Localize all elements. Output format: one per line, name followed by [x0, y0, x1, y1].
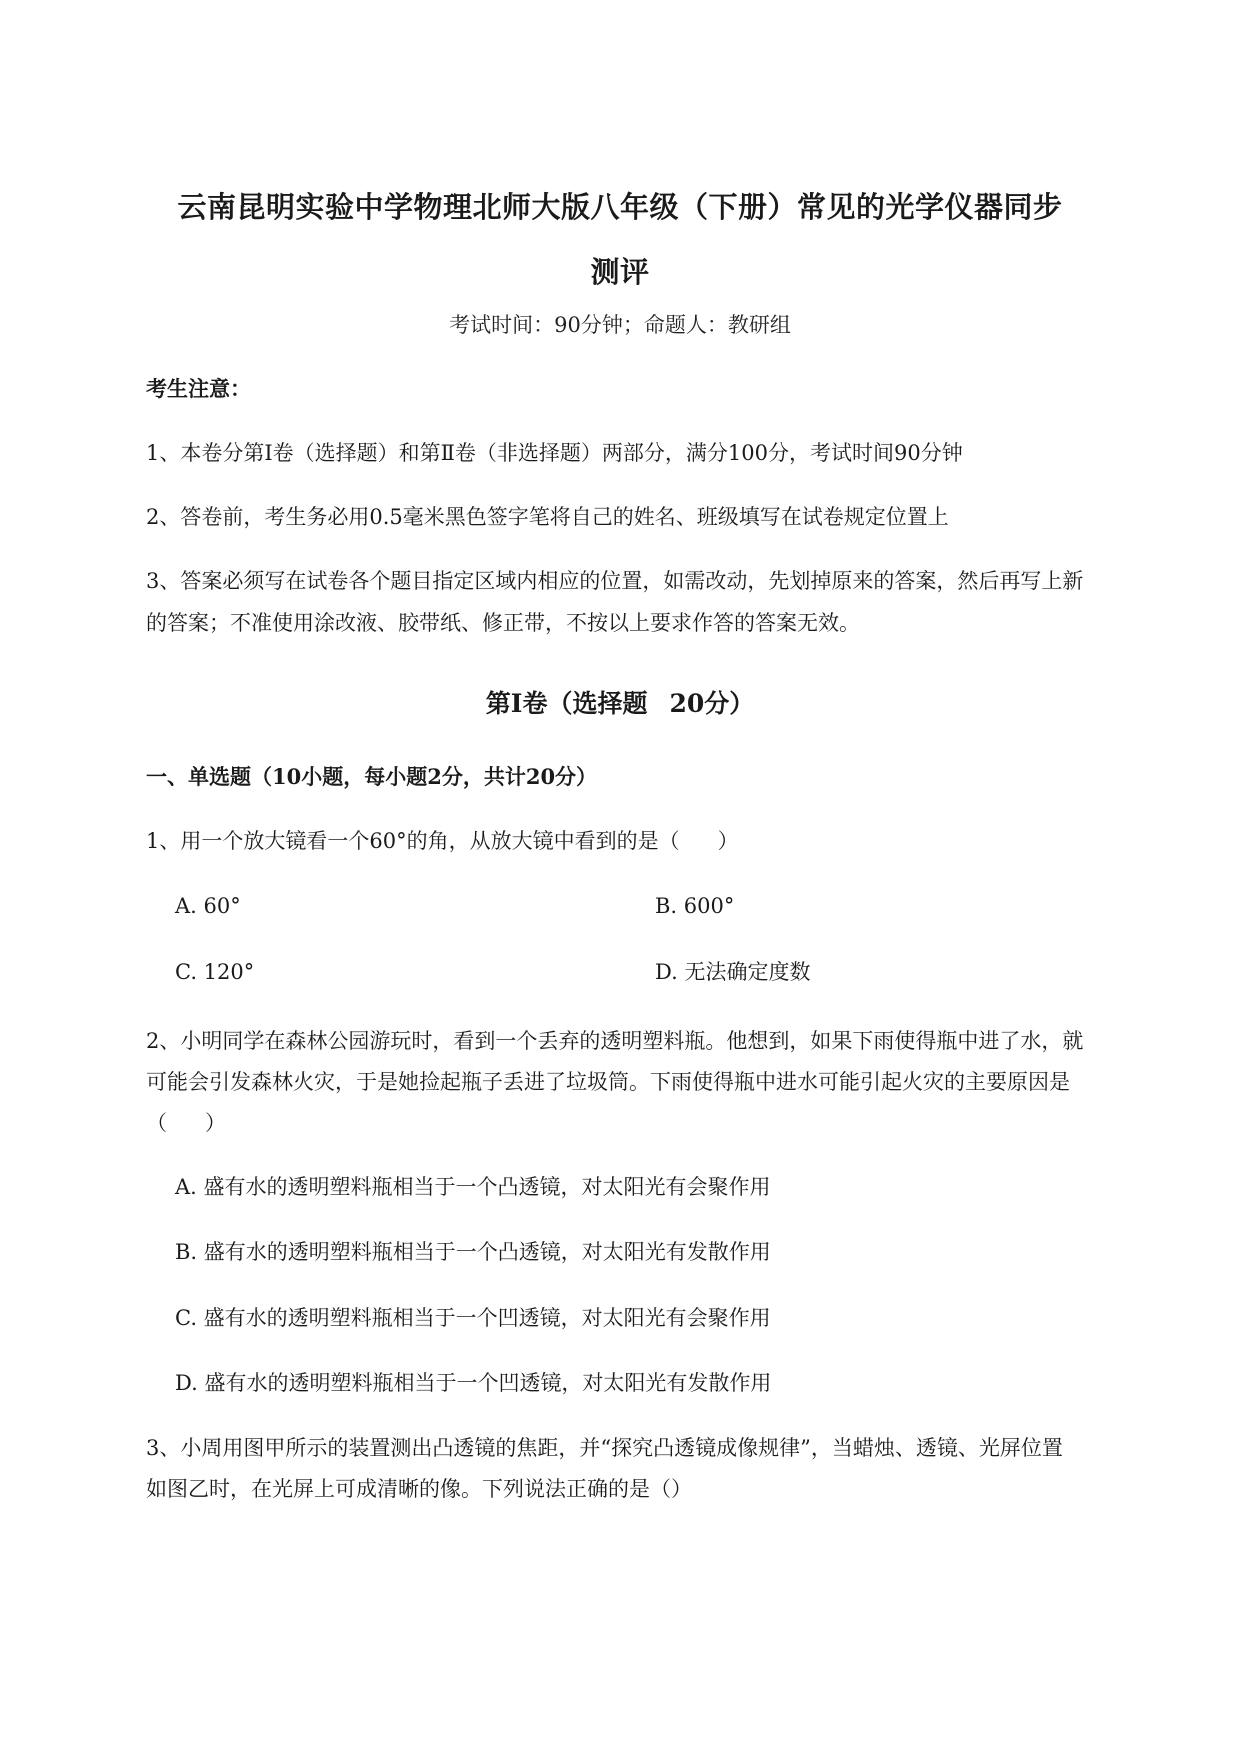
exam-title-line1: 云南昆明实验中学物理北师大版八年级（下册）常见的光学仪器同步	[177, 190, 1063, 224]
notice-item-3: 3、答案必须写在试卷各个题目指定区域内相应的位置，如需改动，先划掉原来的答案，然后再写上新	[146, 569, 1084, 593]
question-3-stem-line2: 如图乙时，在光屏上可成清晰的像。下列说法正确的是（）	[146, 1477, 692, 1501]
question-2-stem-line2: 可能会引发森林火灾，于是她捡起瓶子丢进了垃圾筒。下雨使得瓶中进水可能引起火灾的主要原因是	[146, 1070, 1070, 1094]
notice-item-3-cont: 的答案；不准使用涂改液、胶带纸、修正带，不按以上要求作答的答案无效。	[146, 611, 860, 635]
question-2-option-a: A. 盛有水的透明塑料瓶相当于一个凸透镜，对太阳光有会聚作用	[175, 1175, 771, 1199]
notice-item-1: 1、本卷分第Ⅰ卷（选择题）和第Ⅱ卷（非选择题）两部分，满分100分，考试时间90分钟	[146, 441, 963, 465]
section-title-part-b: 20分）	[669, 689, 755, 718]
section-title-part-a: 第Ⅰ卷（选择题	[485, 689, 648, 718]
notice-heading: 考生注意：	[146, 376, 251, 401]
question-1-stem-close: ）	[717, 829, 739, 853]
question-2-option-d: D. 盛有水的透明塑料瓶相当于一个凹透镜，对太阳光有发散作用	[175, 1371, 772, 1395]
question-2-paren-close: ）	[205, 1111, 226, 1135]
question-2-stem-line1: 2、小明同学在森林公园游玩时，看到一个丢弃的透明塑料瓶。他想到，如果下雨使得瓶中进了水，就	[146, 1029, 1084, 1053]
question-1-option-b: B. 600°	[655, 894, 735, 918]
question-1-option-d: D. 无法确定度数	[655, 960, 811, 984]
notice-item-2: 2、答卷前，考生务必用0.5毫米黑色签字笔将自己的姓名、班级填写在试卷规定位置上	[146, 505, 949, 529]
exam-title-line2: 测评	[590, 255, 650, 289]
question-1-stem-text: 1、用一个放大镜看一个60°的角，从放大镜中看到的是（	[146, 829, 680, 853]
exam-meta: 考试时间：90分钟；命题人：教研组	[449, 313, 791, 337]
question-1-option-c: C. 120°	[175, 960, 255, 984]
question-1-option-a: A. 60°	[175, 894, 241, 918]
section-title	[140, 686, 1100, 722]
question-2-option-c: C. 盛有水的透明塑料瓶相当于一个凹透镜，对太阳光有会聚作用	[175, 1306, 771, 1330]
question-2-paren-open: （	[146, 1111, 167, 1135]
part-heading: 一、单选题（10小题，每小题2分，共计20分）	[146, 764, 598, 789]
question-1-stem	[146, 826, 739, 856]
question-2-stem-line3	[146, 1108, 226, 1138]
question-3-stem-line1: 3、小周用图甲所示的装置测出凸透镜的焦距，并“探究凸透镜成像规律”，当蜡烛、透镜、光屏位置	[146, 1436, 1063, 1460]
question-2-option-b: B. 盛有水的透明塑料瓶相当于一个凸透镜，对太阳光有发散作用	[175, 1240, 771, 1264]
